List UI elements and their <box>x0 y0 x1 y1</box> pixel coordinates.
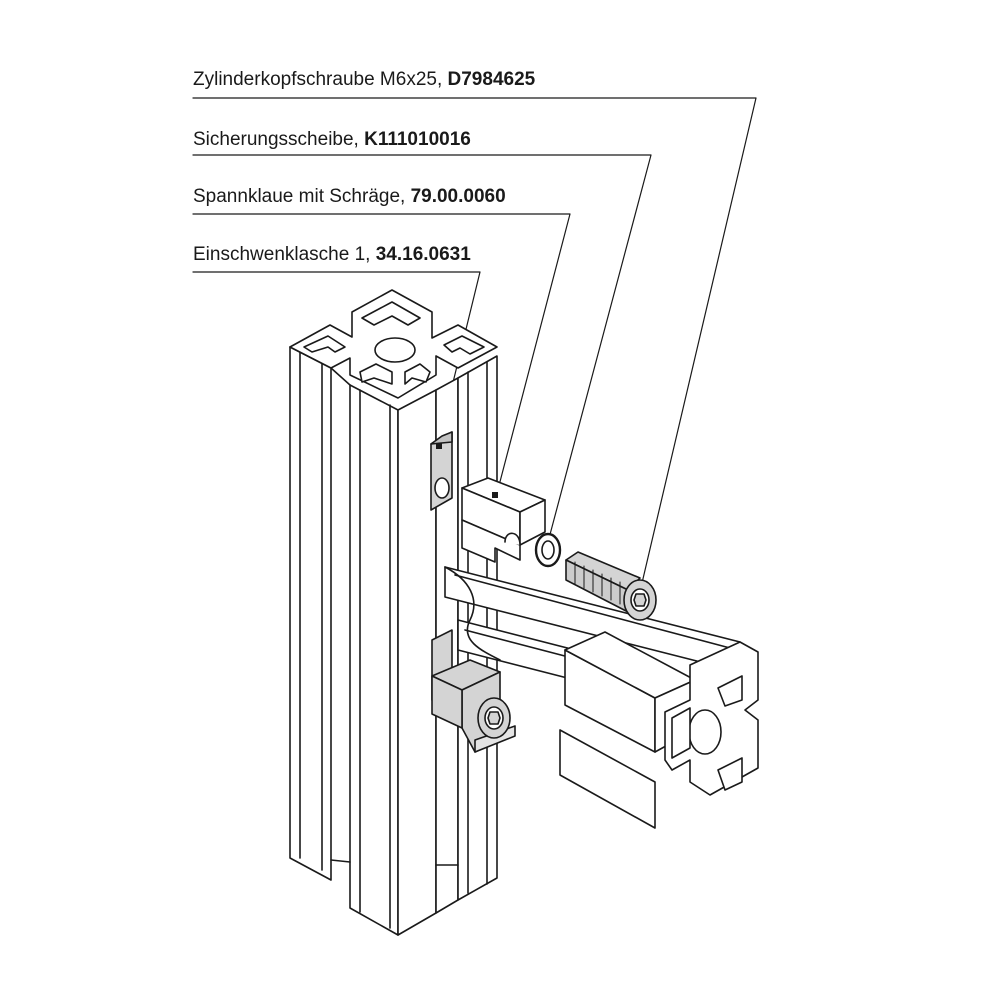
part-number: 34.16.0631 <box>375 244 471 265</box>
sicherungsscheibe-part <box>536 534 560 566</box>
part-number: 79.00.0060 <box>410 186 506 207</box>
einschwenklasche-part <box>431 432 452 510</box>
spannklaue-part <box>462 478 545 562</box>
part-number: K111010016 <box>364 129 471 150</box>
label-text: Einschwenklasche 1, <box>193 244 376 265</box>
label-text: Zylinderkopfschraube M6x25, <box>193 69 448 90</box>
part-number: D7984625 <box>447 69 536 90</box>
label-text: Spannklaue mit Schräge, <box>193 186 411 207</box>
label-text: Sicherungsscheibe, <box>193 129 365 150</box>
